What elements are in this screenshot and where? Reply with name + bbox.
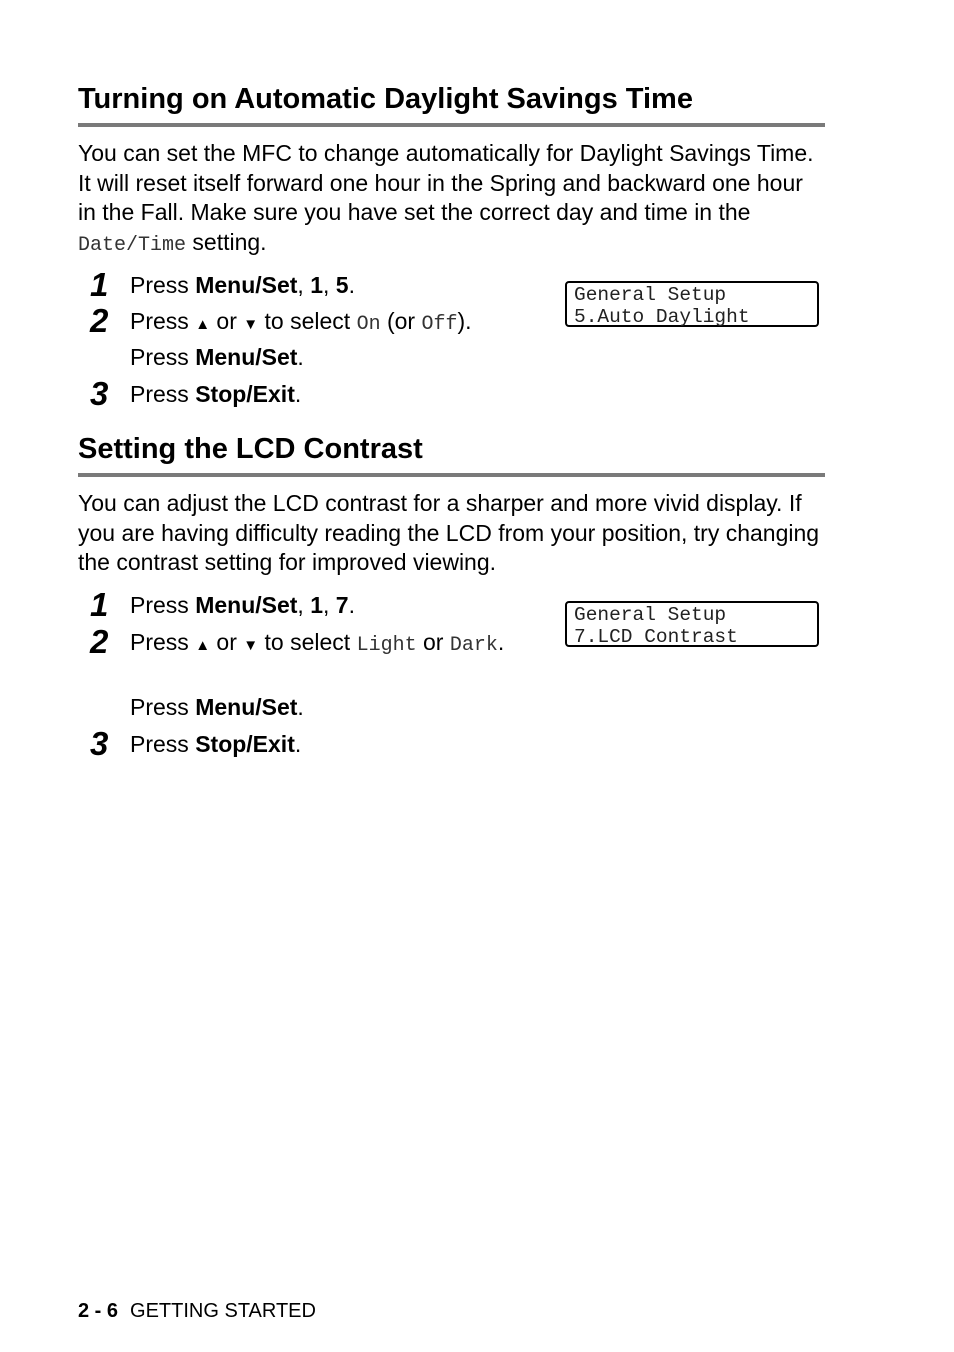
step-number: 1: [90, 266, 109, 303]
down-arrow-icon: ▼: [243, 637, 259, 654]
step-number: 3: [90, 375, 109, 412]
lcd-line-2: 7.LCD Contrast: [574, 626, 738, 648]
page-footer: [78, 1300, 316, 1323]
up-arrow-icon: ▲: [195, 637, 211, 654]
section-title: Turning on Automatic Daylight Savings Time: [78, 82, 825, 127]
intro-paragraph: You can adjust the LCD contrast for a sharper and more vivid display. If you are having difficulty reading the LCD from your position, try changing the contrast setting for improved viewing.: [78, 490, 820, 575]
step-number: 1: [90, 586, 109, 623]
lcd-line-2: 5.Auto Daylight: [574, 306, 750, 328]
step-number: 3: [90, 725, 109, 762]
up-arrow-icon: ▲: [195, 316, 211, 333]
page-number: 2 - 6: [78, 1300, 119, 1322]
step-number: 2: [90, 302, 109, 339]
down-arrow-icon: ▼: [243, 316, 259, 333]
lcd-display: [565, 601, 819, 647]
section-daylight-savings: [78, 82, 825, 260]
lcd-display: [565, 281, 819, 327]
step-number: 2: [90, 623, 109, 660]
intro-paragraph: You can set the MFC to change automatically for Daylight Savings Time. It will reset itself forward one hour in the Spring and backward one hour in the Fall. Make sure you have set the correct day and time in the Date/Time setting.: [78, 140, 814, 257]
chapter-name: GETTING STARTED: [130, 1300, 316, 1322]
lcd-line-1: General Setup: [574, 284, 727, 306]
date-time-code: Date/Time: [78, 233, 187, 257]
section-lcd-contrast: [78, 432, 825, 578]
section-title: Setting the LCD Contrast: [78, 432, 825, 477]
lcd-line-1: General Setup: [574, 604, 727, 626]
